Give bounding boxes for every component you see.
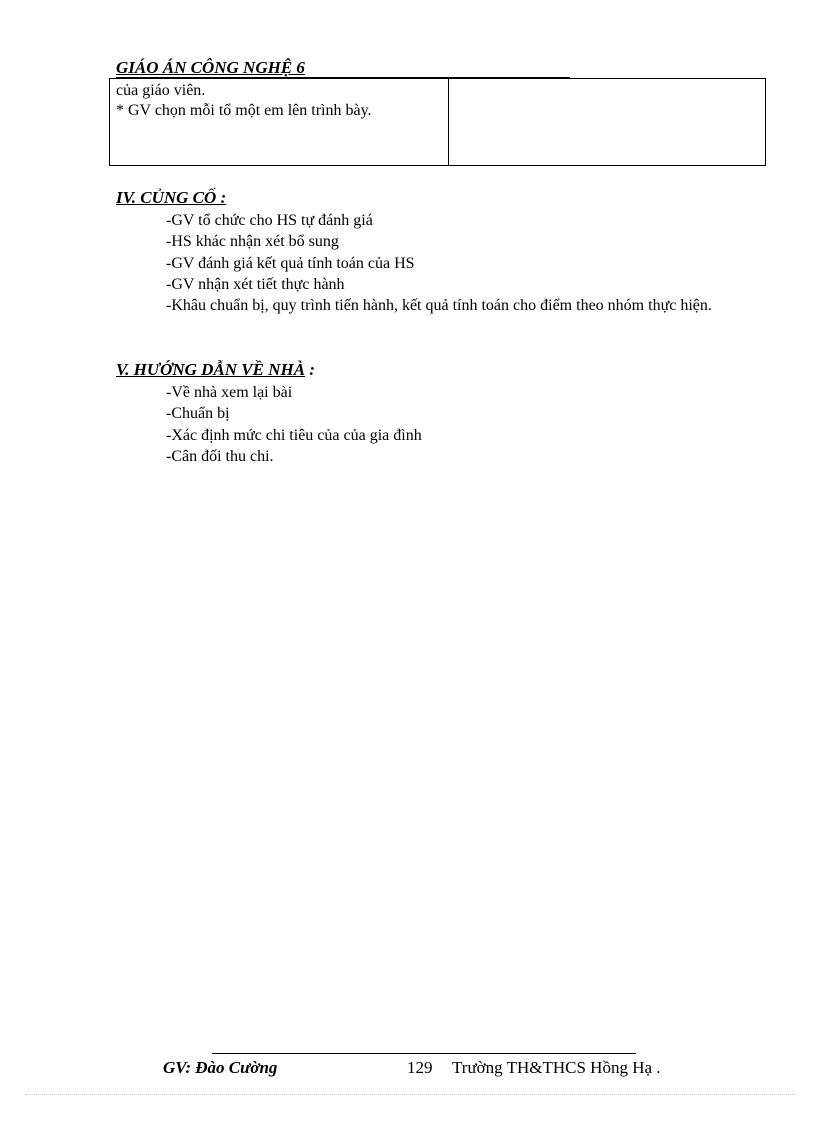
list-item: -Chuẩn bị [166, 405, 230, 422]
footer-teacher: GV: Đào Cường [163, 1058, 278, 1077]
list-item: -GV tổ chức cho HS tự đánh giá [166, 212, 373, 229]
list-item: -GV đánh giá kết quả tính toán của HS [166, 255, 415, 272]
footer-divider [212, 1053, 636, 1054]
list-item: -HS khác nhận xét bổ sung [166, 233, 339, 250]
footer-page-number: 129 [407, 1058, 433, 1077]
content-table [109, 78, 766, 166]
page-bottom-dotted-line [25, 1094, 795, 1095]
list-item: -Cân đối thu chi. [166, 448, 274, 465]
table-cell-line: * GV chọn mỗi tổ một em lên trình bày. [116, 102, 372, 119]
section-5-title [116, 360, 315, 380]
section-4-title [116, 188, 226, 208]
list-item: -Về nhà xem lại bài [166, 384, 293, 401]
footer-school: Trường TH&THCS Hồng Hạ . [452, 1058, 661, 1077]
section-5-title-text: V. HƯỚNG DẪN VỀ NHÀ [116, 360, 306, 379]
table-cell-left [110, 79, 449, 166]
table-cell-line: của giáo viên. [116, 82, 206, 99]
list-item: -Xác định mức chi tiêu của của gia đình [166, 427, 422, 444]
section-5-title-suffix: : [305, 360, 315, 379]
section-4-paragraph: -Khâu chuẩn bị, quy trình tiến hành, kết quả tính toán cho điểm theo nhóm thực hiện. [166, 297, 712, 314]
table-row [110, 79, 766, 166]
table-cell-right [449, 79, 766, 166]
page-header-title: GIÁO ÁN CÔNG NGHỆ 6 [116, 58, 570, 78]
section-4-title-text: IV. CỦNG CỐ : [116, 188, 227, 207]
list-item: -GV nhận xét tiết thực hành [166, 276, 345, 293]
